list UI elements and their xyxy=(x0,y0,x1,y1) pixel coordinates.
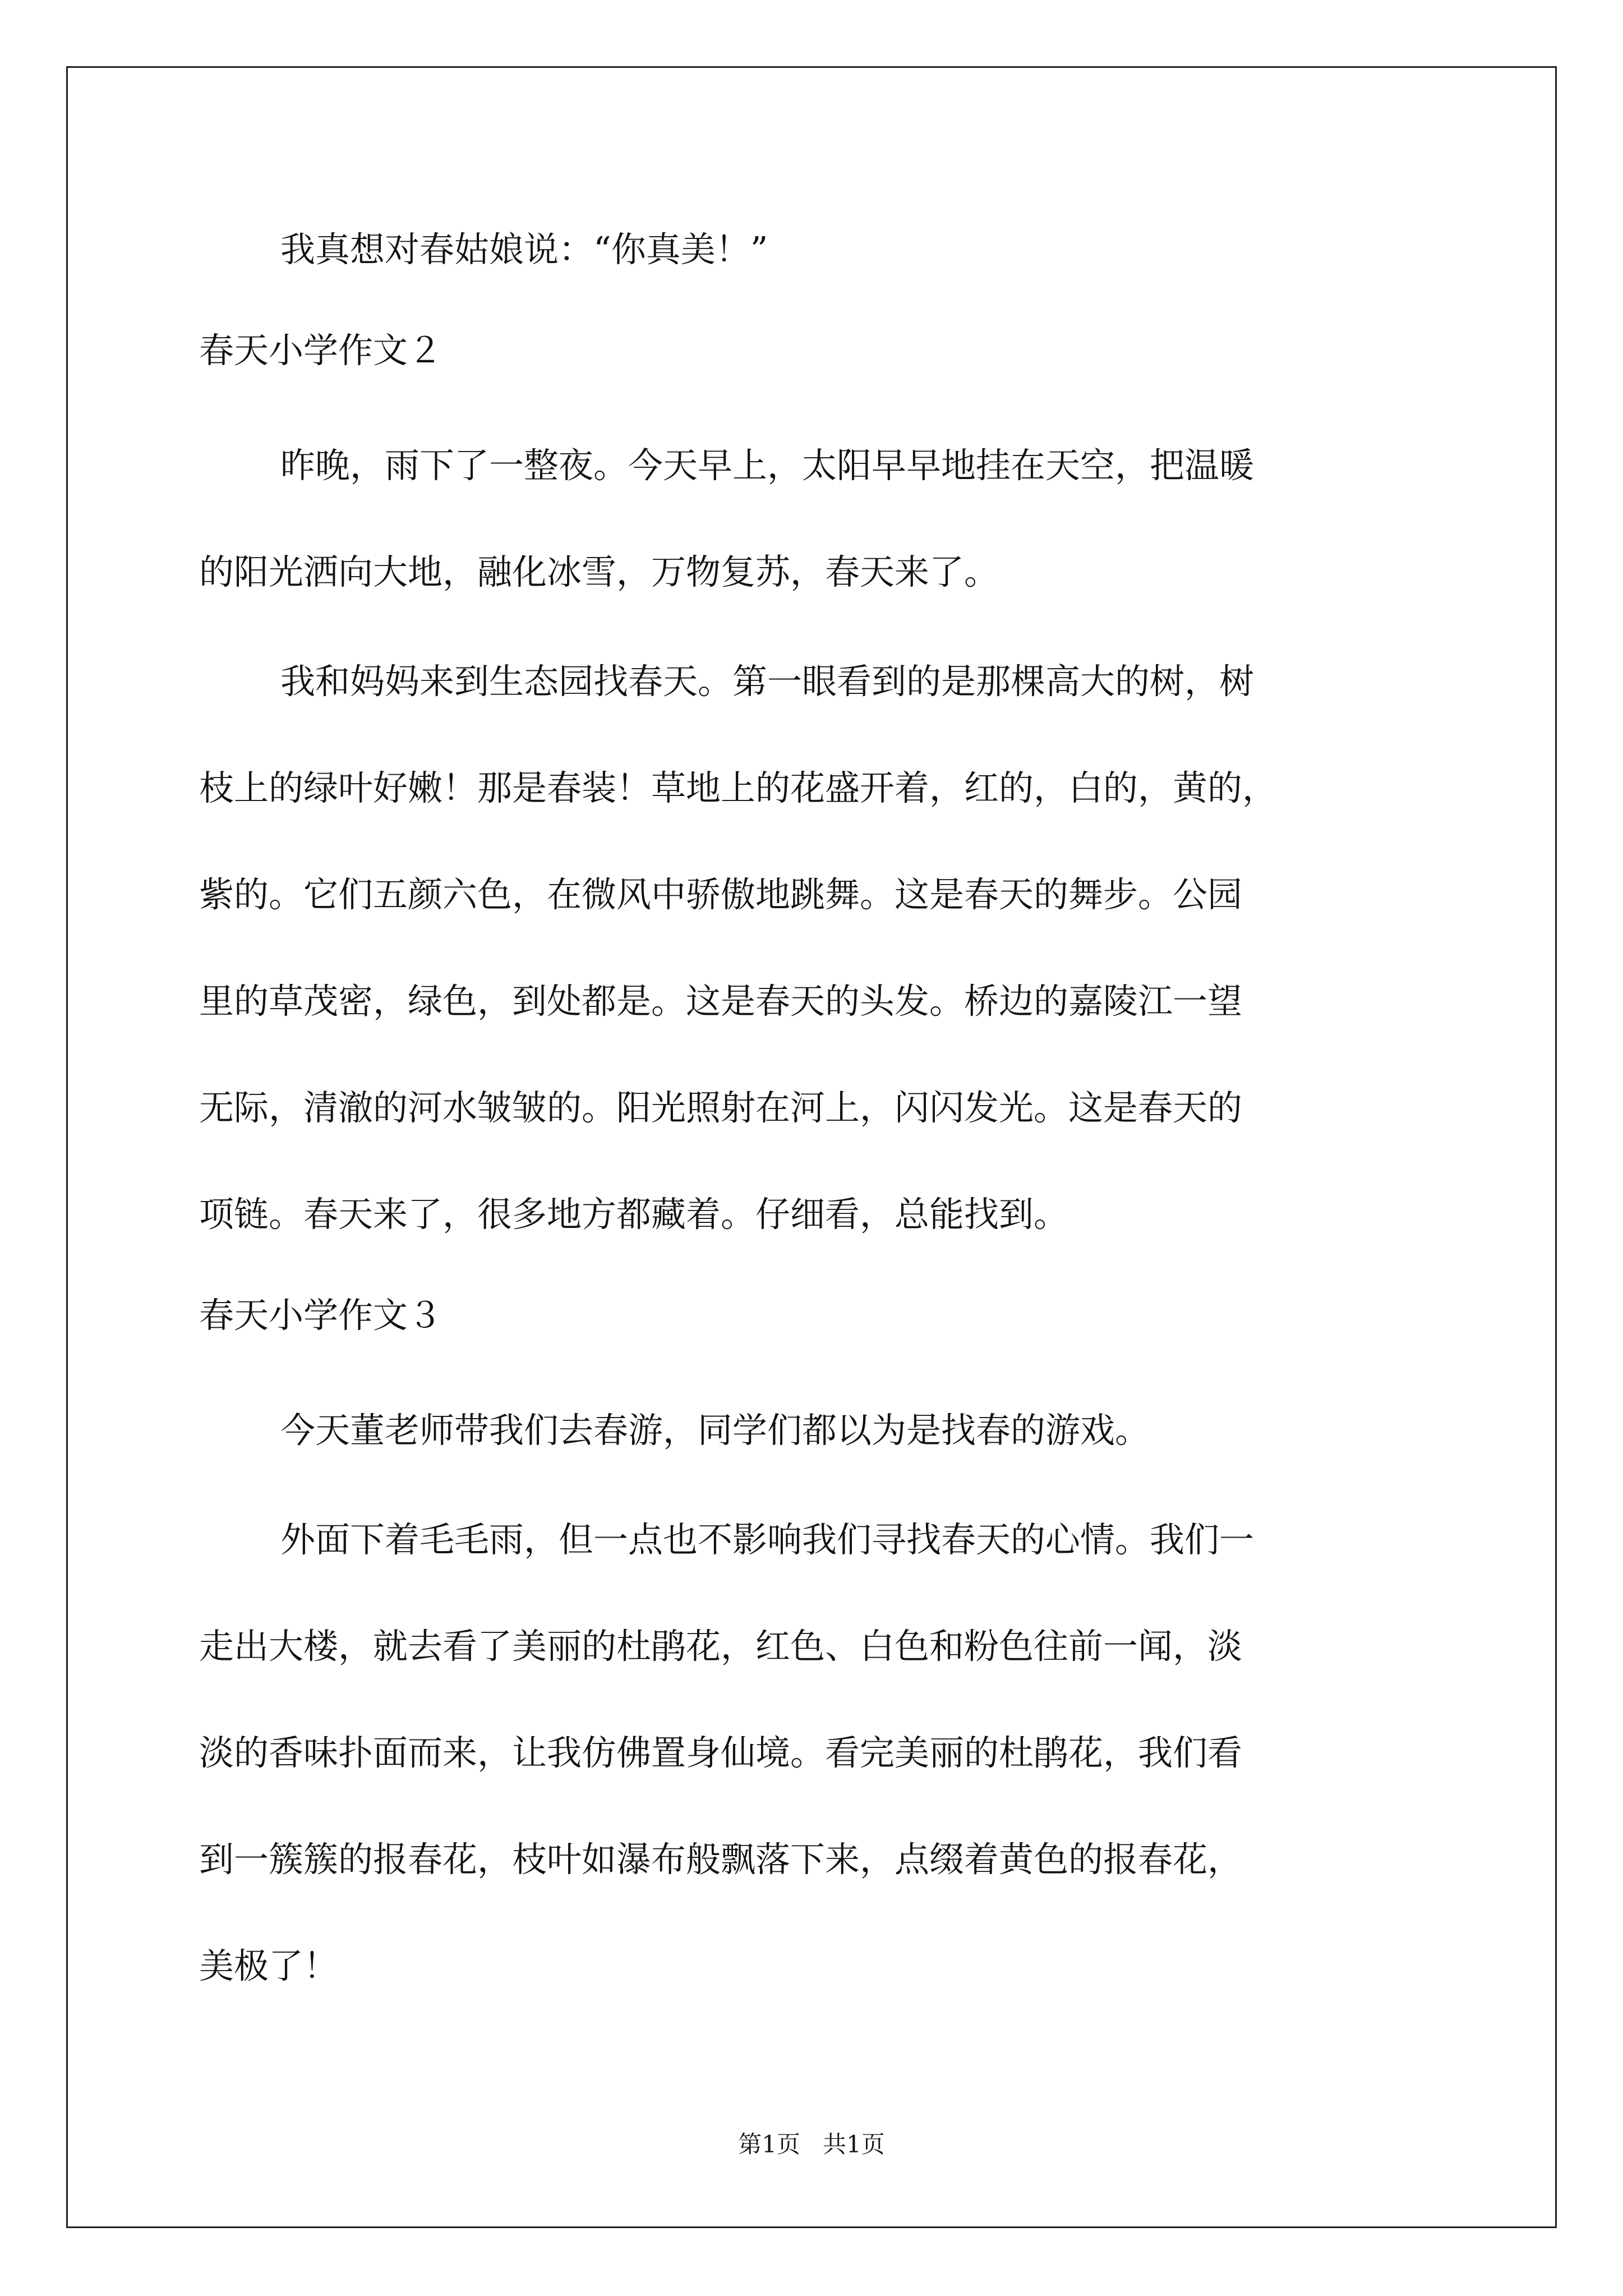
paragraph-line: 美极了！ xyxy=(199,1945,339,1986)
paragraph-line: 我真想对春姑娘说：“你真美！” xyxy=(280,229,768,270)
paragraph-line: 里的草茂密，绿色，到处都是。这是春天的头发。桥边的嘉陵江一望 xyxy=(199,981,1243,1022)
paragraph-line: 昨晚，雨下了一整夜。今天早上，太阳早早地挂在天空，把温暖 xyxy=(280,445,1255,486)
paragraph-line: 今天董老师带我们去春游，同学们都以为是找春的游戏。 xyxy=(280,1410,1150,1451)
paragraph-line: 我和妈妈来到生态园找春天。第一眼看到的是那棵高大的树，树 xyxy=(280,661,1255,702)
paragraph-line: 走出大楼，就去看了美丽的杜鹃花，红色、白色和粉色往前一闻，淡 xyxy=(199,1626,1243,1667)
paragraph-line: 紫的。它们五颜六色，在微风中骄傲地跳舞。这是春天的舞步。公园 xyxy=(199,874,1243,915)
paragraph-line: 淡的香味扑面而来，让我仿佛置身仙境。看完美丽的杜鹃花，我们看 xyxy=(199,1732,1243,1773)
section-heading: 春天小学作文２ xyxy=(199,330,443,371)
page-footer xyxy=(0,2129,1623,2160)
paragraph-line: 枝上的绿叶好嫩！那是春装！草地上的花盛开着，红的，白的，黄的， xyxy=(199,767,1278,808)
paragraph-line: 到一簇簇的报春花，枝叶如瀑布般飘落下来，点缀着黄色的报春花， xyxy=(199,1839,1243,1880)
page-number: 第1页 xyxy=(738,2131,800,2158)
page-border xyxy=(66,66,1557,2228)
paragraph-line: 的阳光洒向大地，融化冰雪，万物复苏，春天来了。 xyxy=(199,551,999,592)
paragraph-line: 外面下着毛毛雨，但一点也不影响我们寻找春天的心情。我们一 xyxy=(280,1519,1255,1560)
page-total: 共1页 xyxy=(823,2131,885,2158)
paragraph-line: 项链。春天来了，很多地方都藏着。仔细看，总能找到。 xyxy=(199,1194,1069,1235)
paragraph-line: 无际，清澈的河水皱皱的。阳光照射在河上，闪闪发光。这是春天的 xyxy=(199,1087,1243,1128)
section-heading: 春天小学作文３ xyxy=(199,1295,443,1336)
